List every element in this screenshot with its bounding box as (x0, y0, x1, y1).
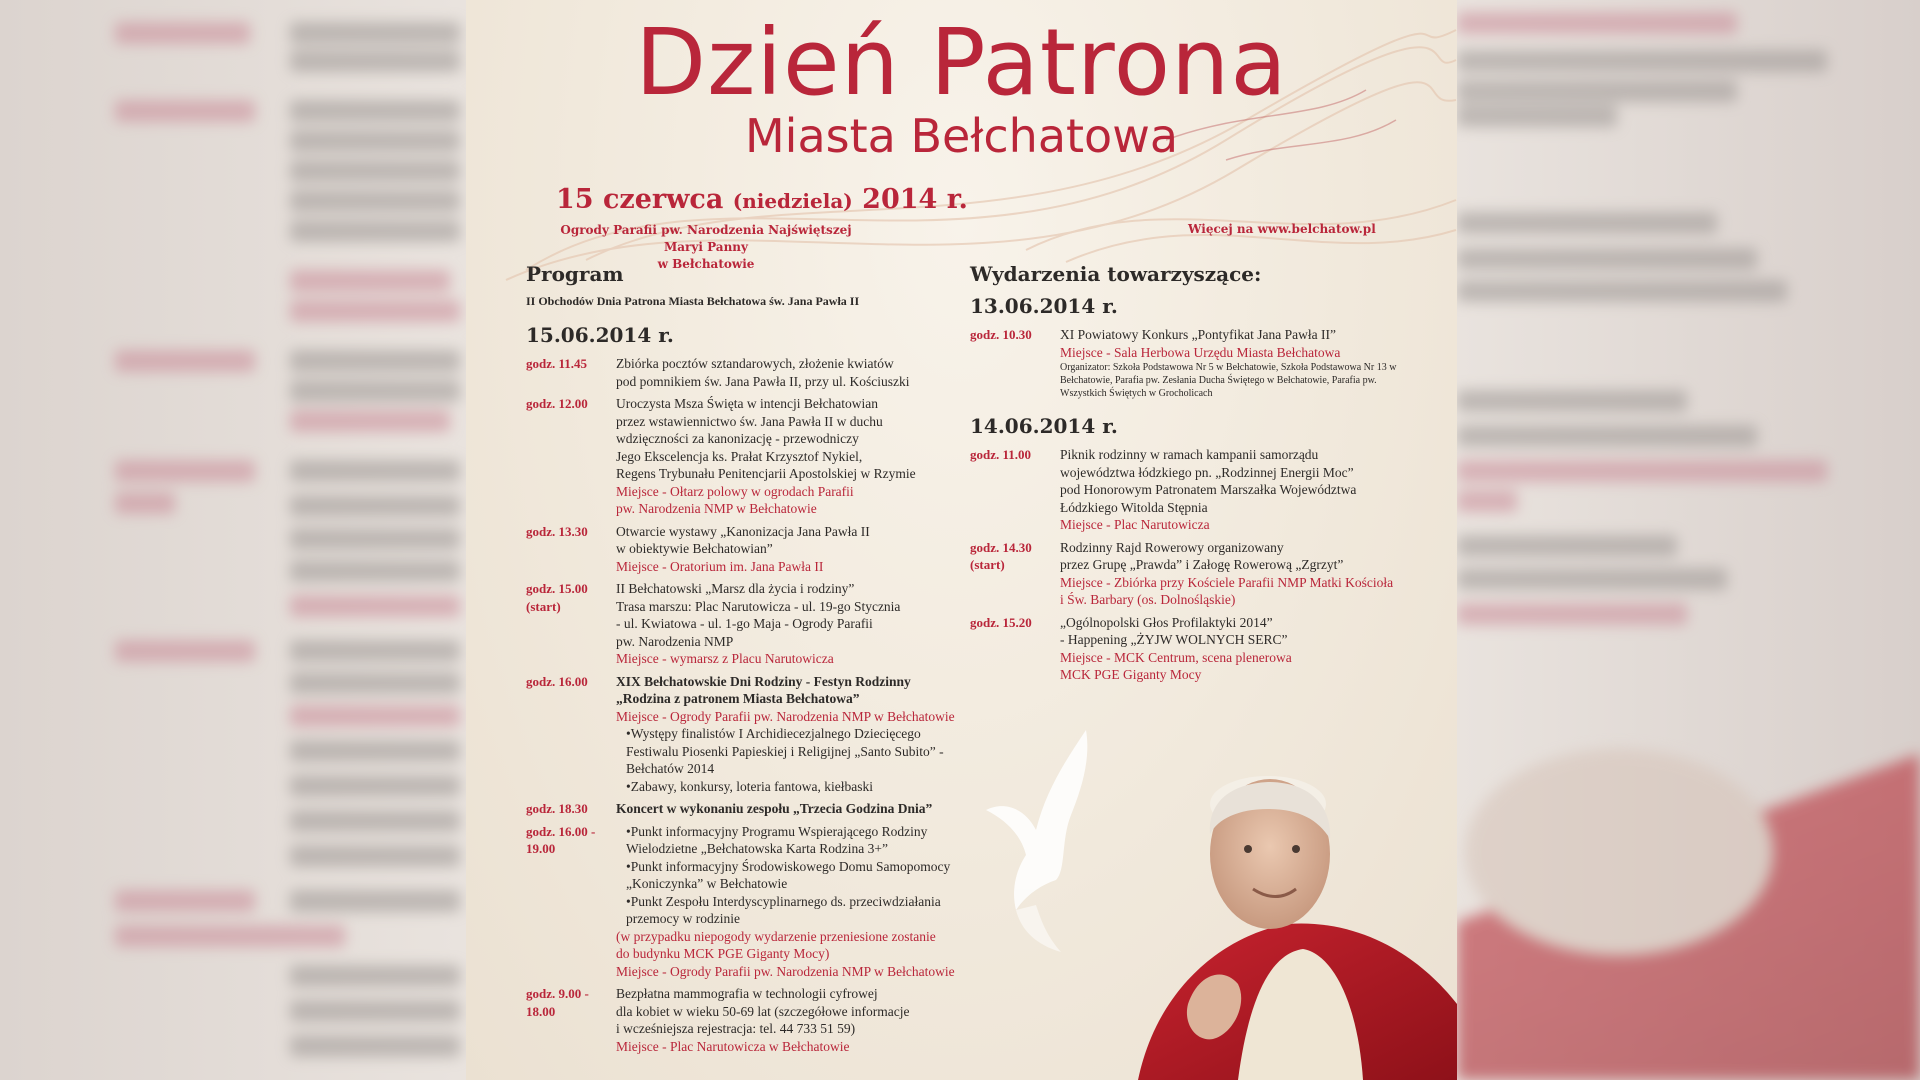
venue-line-1: Ogrody Parafii pw. Narodzenia Najświętszej Maryi Panny (560, 223, 852, 254)
entry-time (526, 580, 616, 668)
entry-bullet: • Punkt informacyjny Środowiskowego Domu Samopomocy „Koniczynka” w Bełchatowie (616, 858, 976, 893)
entry-time (526, 985, 616, 1055)
entry-time (526, 823, 616, 981)
schedule-entry (970, 326, 1420, 400)
entry-line: pod pomnikiem św. Jana Pawła II, przy ul. Kościuszki (616, 373, 910, 389)
entry-title-line: XIX Bełchatowskie Dni Rodziny - Festyn Rodzinny (616, 673, 911, 689)
entry-line: i wcześniejsza rejestracja: tel. 44 733 51 59) (616, 1021, 856, 1036)
entry-location: Miejsce - Ołtarz polowy w ogrodach Parafii (616, 483, 854, 499)
entry-time-value: godz. 9.00 - 18.00 (526, 986, 589, 1019)
entry-time-value: godz. 15.00 (526, 581, 588, 596)
entry-line: Uroczysta Msza Święta w intencji Bełchatowian (616, 396, 879, 411)
entry-description (616, 580, 976, 668)
entry-time (526, 523, 616, 576)
entry-description (616, 673, 976, 796)
entry-location: (w przypadku niepogody wydarzenie przeniesione zostanie (616, 928, 936, 944)
entry-location: Miejsce - MCK Centrum, scena plenerowa (1060, 649, 1292, 665)
entry-time-note: (start) (526, 598, 561, 614)
entry-description (1060, 614, 1420, 684)
entry-location: pw. Narodzenia NMP w Bełchatowie (616, 501, 817, 516)
entry-location: i Św. Barbary (os. Dolnośląskie) (1060, 592, 1236, 607)
entry-time-value: godz. 11.45 (526, 356, 588, 371)
entry-line: Rodzinny Rajd Rowerowy organizowany (1060, 539, 1284, 555)
patron-portrait (1118, 704, 1457, 1080)
schedule-entry (526, 580, 976, 668)
entry-time (526, 395, 616, 518)
entry-line: pw. Narodzenia NMP (616, 633, 734, 649)
schedule-entry (526, 395, 976, 518)
entry-location: Miejsce - Sala Herbowa Urzędu Miasta Bełchatowa (1060, 344, 1341, 360)
entry-line: - Happening „ŻYJW WOLNYCH SERC” (1060, 632, 1288, 647)
poster-subtitle: Miasta Bełchatowa (744, 109, 1179, 163)
entry-title-line: „Rodzina z patronem Miasta Bełchatowa” (616, 691, 860, 706)
schedule-entry (526, 355, 976, 390)
entry-location: MCK PGE Giganty Mocy (1060, 667, 1202, 682)
entry-bullet: • Zabawy, konkursy, loteria fantowa, kiełbaski (616, 778, 976, 796)
entry-time (970, 446, 1060, 534)
event-poster (466, 0, 1457, 1080)
entry-location: Miejsce - Ogrody Parafii pw. Narodzenia NMP w Bełchatowie (616, 963, 955, 979)
entry-time-value: godz. 10.30 (970, 327, 1032, 342)
side-events-days (970, 294, 1420, 684)
entry-time-value: godz. 13.30 (526, 523, 588, 539)
entry-line: XI Powiatowy Konkurs „Pontyfikat Jana Pawła II” (1060, 327, 1336, 342)
entry-location: do budynku MCK PGE Giganty Mocy) (616, 946, 830, 961)
entry-line: Zbiórka pocztów sztandarowych, złożenie kwiatów (616, 356, 894, 371)
program-column (526, 262, 976, 1060)
entry-time-value: godz. 15.20 (970, 614, 1032, 630)
entry-time-value: godz. 16.00 - 19.00 (526, 823, 596, 856)
entry-time-value: godz. 18.30 (526, 801, 588, 816)
entry-description (616, 355, 976, 390)
entry-time-value: godz. 11.00 (970, 447, 1032, 462)
entry-location: Miejsce - Zbiórka przy Kościele Parafii NMP Matki Kościoła (1060, 574, 1394, 590)
entry-time-value: godz. 16.00 (526, 673, 588, 689)
program-event-list (526, 355, 976, 1055)
poster-title: Dzień Patrona (635, 9, 1288, 116)
side-events-column (970, 262, 1420, 689)
entry-description (1060, 539, 1420, 609)
entry-description (616, 800, 976, 818)
venue-line-2: w Bełchatowie (657, 257, 755, 271)
entry-time-value: godz. 14.30 (970, 539, 1032, 555)
entry-line: przez Grupę „Prawda” i Załogę Rowerową „Zgrzyt” (1060, 557, 1344, 572)
entry-time (970, 539, 1060, 609)
schedule-entry (526, 823, 976, 981)
entry-time (526, 673, 616, 796)
entry-line: Otwarcie wystawy „Kanonizacja Jana Pawła II (616, 523, 870, 539)
program-subtitle: II Obchodów Dnia Patrona Miasta Bełchatowa św. Jana Pawła II (526, 294, 860, 308)
entry-line: - ul. Kwiatowa - ul. 1-go Maja - Ogrody Parafii (616, 616, 873, 631)
entry-line: wdzięczności za kanonizację - przewodniczy (616, 431, 859, 446)
entry-line: Regens Trybunału Penitencjarii Apostolskiej w Rzymie (616, 466, 916, 481)
entry-location: Miejsce - wymarsz z Placu Narutowicza (616, 651, 834, 666)
entry-time-value: godz. 12.00 (526, 396, 588, 411)
entry-description (616, 823, 976, 981)
schedule-entry (970, 446, 1420, 534)
entry-location: Miejsce - Oratorium im. Jana Pawła II (616, 558, 824, 574)
side-day-date: 13.06.2014 r. (970, 294, 1118, 318)
entry-line: Jego Ekscelencja ks. Prałat Krzysztof Nykiel, (616, 448, 863, 464)
entry-line: Piknik rodzinny w ramach kampanii samorządu (1060, 447, 1319, 462)
entry-line: przez wstawiennictwo św. Jana Pawła II w duchu (616, 413, 883, 429)
program-heading: Program (526, 262, 624, 286)
entry-title-line: Koncert w wykonaniu zespołu „Trzecia Godzina Dnia” (616, 801, 933, 816)
entry-line: Bezpłatna mammografia w technologii cyfrowej (616, 986, 878, 1001)
schedule-entry (970, 614, 1420, 684)
entry-description (616, 985, 976, 1055)
entry-time (526, 355, 616, 390)
entry-description (616, 395, 976, 518)
blurred-background-left (0, 0, 466, 1080)
schedule-entry (526, 523, 976, 576)
entry-time-note: (start) (970, 557, 1005, 572)
entry-time (526, 800, 616, 818)
schedule-entry (526, 985, 976, 1055)
entry-location: Miejsce - Ogrody Parafii pw. Narodzenia NMP w Bełchatowie (616, 708, 955, 724)
entry-description (616, 523, 976, 576)
entry-time (970, 326, 1060, 400)
entry-organizer: Organizator: Szkoła Podstawowa Nr 5 w Bełchatowie, Szkoła Podstawowa Nr 13 w Bełchatowie, Parafia pw. Zesłania Ducha Świętego w Bełchatowie, Parafia pw. Wszystkich Świętych w Grocholicach (1060, 362, 1397, 399)
side-day-block (970, 414, 1420, 684)
schedule-entry (526, 673, 976, 796)
entry-location: Miejsce - Plac Narutowicza (1060, 517, 1210, 532)
side-events-heading: Wydarzenia towarzyszące: (970, 262, 1262, 286)
entry-bullet: • Punkt informacyjny Programu Wspierającego Rodziny Wielodzietne „Bełchatowska Karta Rodzina 3+” (616, 823, 976, 858)
entry-line: dla kobiet w wieku 50-69 lat (szczegółowe informacje (616, 1003, 910, 1019)
schedule-entry (526, 800, 976, 818)
schedule-entry (970, 539, 1420, 609)
more-info-link[interactable]: Więcej na www.belchatow.pl (1188, 222, 1376, 236)
event-date (556, 184, 968, 215)
event-date-day: 15 czerwca (556, 184, 724, 215)
entry-line: pod Honorowym Patronatem Marszałka Województwa (1060, 482, 1357, 497)
entry-line: „Ogólnopolski Głos Profilaktyki 2014” (1060, 614, 1273, 630)
entry-line: II Bełchatowski „Marsz dla życia i rodziny” (616, 581, 855, 596)
event-weekday: (niedziela) (732, 189, 853, 213)
entry-time (970, 614, 1060, 684)
entry-line: w obiektywie Bełchatowian” (616, 541, 773, 556)
entry-line: Łódzkiego Witolda Stępnia (1060, 499, 1208, 515)
entry-bullet: • Punkt Zespołu Interdyscyplinarnego ds. przeciwdziałania przemocy w rodzinie (616, 893, 976, 928)
entry-description (1060, 326, 1420, 400)
blurred-background-right (1457, 0, 1920, 1080)
side-day-block (970, 294, 1420, 400)
event-year: 2014 r. (862, 184, 968, 215)
dove-illustration (966, 720, 1116, 960)
entry-location: Miejsce - Plac Narutowicza w Bełchatowie (616, 1038, 850, 1054)
entry-line: Trasa marszu: Plac Narutowicza - ul. 19-go Stycznia (616, 598, 901, 614)
program-date: 15.06.2014 r. (526, 323, 674, 347)
entry-description (1060, 446, 1420, 534)
side-day-date: 14.06.2014 r. (970, 414, 1118, 438)
entry-line: województwa łódzkiego pn. „Rodzinnej Energii Moc” (1060, 464, 1354, 480)
entry-bullet: • Występy finalistów I Archidiecezjalnego Dziecięcego Festiwalu Piosenki Papieskiej i Religijnej „Santo Subito” - Bełchatów 2014 (616, 725, 976, 778)
